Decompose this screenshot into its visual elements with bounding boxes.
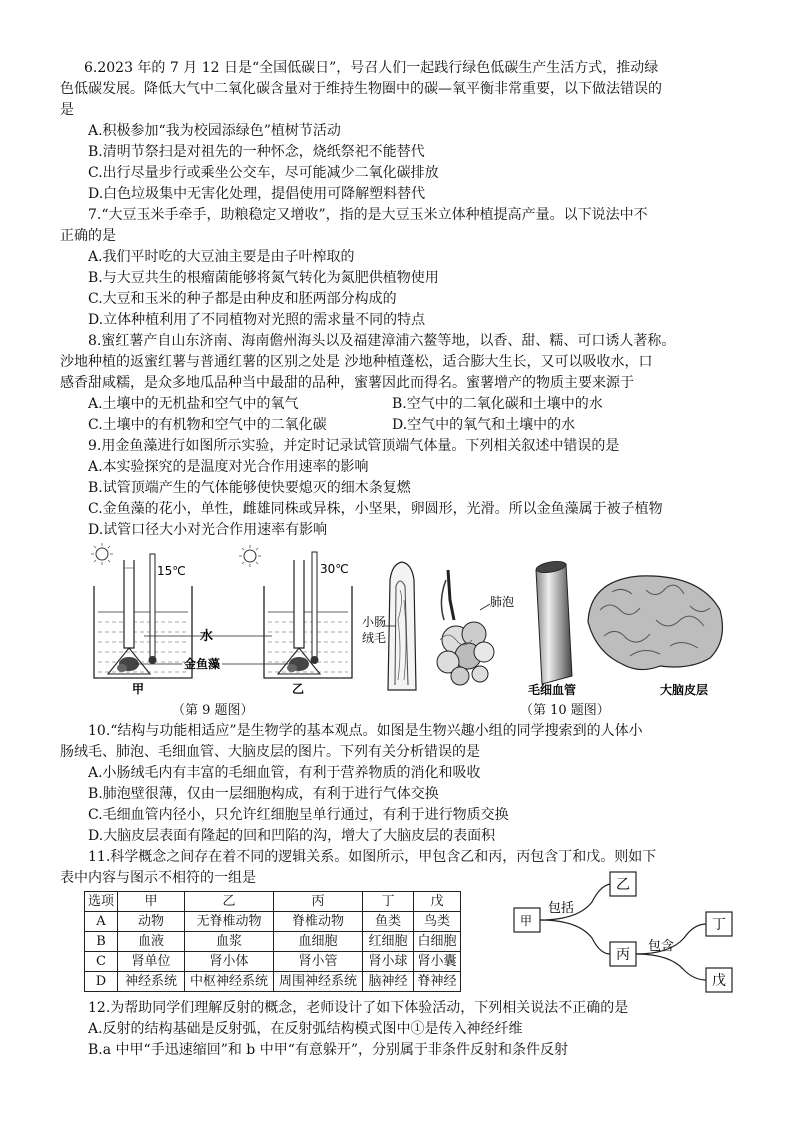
- sun-icon: [239, 545, 261, 567]
- q6-option-a: A.积极参加“我为校园添绿色”植树节活动: [88, 123, 341, 139]
- water-label: 水: [200, 629, 214, 644]
- figure-9-caption: （第 9 题图）: [172, 703, 254, 718]
- table-row: [85, 952, 461, 972]
- capillary-image: [535, 559, 572, 684]
- q9-stem: 9.用金鱼藻进行如图所示实验，并定时记录试管顶端气体量。下列相关叙述中错误的是: [88, 438, 620, 454]
- table-header-cell: 乙: [185, 892, 274, 912]
- cortex-label: 大脑皮层: [660, 683, 709, 697]
- table-header-cell: 丙: [274, 892, 363, 912]
- q7-option-b: B.与大豆共生的根瘤菌能够将氮气转化为氮肥供植物使用: [88, 270, 439, 286]
- table-cell: 脑神经: [363, 972, 414, 992]
- table-cell: 血浆: [185, 932, 274, 952]
- q10-option-a: A.小肠绒毛内有丰富的毛细血管，有利于营养物质的消化和吸收: [88, 765, 481, 781]
- plant-label: 金鱼藻: [184, 657, 221, 671]
- table-cell: A: [85, 912, 118, 932]
- q10-stem-line1: 10.“结构与功能相适应”是生物学的基本观点。如图是生物兴趣小组的同学搜索到的人体小: [88, 723, 643, 739]
- q10-option-d: D.大脑皮层表面有隆起的回和凹陷的沟，增大了大脑皮层的表面积: [88, 828, 496, 844]
- diagram-node-bing: 丙: [616, 947, 630, 963]
- q10-stem-line2: 肠绒毛、肺泡、毛细血管、大脑皮层的图片。下列有关分析错误的是: [60, 744, 480, 760]
- q7-stem-line1: 7.“大豆玉米手牵手，助粮稳定又增收”，指的是大豆玉米立体种植提高产量。以下说法中不: [88, 207, 648, 223]
- q7-stem-line2: 正确的是: [60, 228, 116, 244]
- table-cell: 动物: [118, 912, 185, 932]
- table-cell: 肾小囊: [414, 952, 461, 972]
- intestinal-villus-image: [384, 562, 416, 690]
- q9-option-b: B.试管顶端产生的气体能够使快要熄灭的细木条复燃: [88, 480, 411, 496]
- table-cell: B: [85, 932, 118, 952]
- alveoli-label: 肺泡: [490, 595, 515, 609]
- cerebral-cortex-image: [588, 576, 722, 670]
- diagram-relation-baohan: 包含: [648, 939, 675, 954]
- q12-option-a: A.反射的结构基础是反射弧，在反射弧结构模式图中①是传入神经纤维: [88, 1021, 523, 1037]
- q7-option-d: D.立体种植利用了不同植物对光照的需求量不同的特点: [88, 312, 426, 328]
- figure-10-structures: [360, 540, 760, 700]
- diagram-relation-baokuo: 包括: [548, 901, 575, 916]
- q9-option-d: D.试管口径大小对光合作用速率有影响: [88, 522, 328, 538]
- table-cell: 神经系统: [118, 972, 185, 992]
- table-cell: C: [85, 952, 118, 972]
- table-cell: 红细胞: [363, 932, 414, 952]
- q6-option-d: D.白色垃圾集中无害化处理，提倡使用可降解塑料替代: [88, 186, 426, 202]
- table-cell: 肾小体: [185, 952, 274, 972]
- q10-option-c: C.毛细血管内径小，只允许红细胞呈单行通过，有利于进行物质交换: [88, 807, 509, 823]
- diagram-node-jia: 甲: [520, 914, 533, 928]
- table-row: [85, 972, 461, 992]
- table-row: [85, 912, 461, 932]
- q11-stem-line2: 表中内容与图示不相符的一组是: [60, 870, 256, 886]
- table-header-cell: 戊: [414, 892, 461, 912]
- q11-stem-line1: 11.科学概念之间存在着不同的逻辑关系。如图所示，甲包含乙和丙，丙包含丁和戊。则如下: [88, 849, 657, 865]
- q7-option-a: A.我们平时吃的大豆油主要是由子叶榨取的: [88, 249, 355, 265]
- q8-option-c: C.土壤中的有机物和空气中的二氧化碳: [88, 417, 327, 433]
- table-header-cell: 丁: [363, 892, 414, 912]
- q8-stem-line1: 8.蜜红薯产自山东济南、海南儋州海头以及福建漳浦六鳌等地，以香、甜、糯、可口诱人著称。: [88, 333, 676, 349]
- table-cell: 脊椎动物: [274, 912, 363, 932]
- table-cell: 鱼类: [363, 912, 414, 932]
- q11-options-table: [84, 891, 461, 992]
- q6-stem-line3: 是: [60, 102, 74, 118]
- q8-option-b: B.空气中的二氧化碳和土壤中的水: [392, 396, 603, 412]
- q9-option-a: A.本实验探究的是温度对光合作用速率的影响: [88, 459, 369, 475]
- table-cell: 血细胞: [274, 932, 363, 952]
- q12-stem: 12.为帮助同学们理解反射的概念，老师设计了如下体验活动，下列相关说法不正确的是: [88, 1000, 629, 1016]
- table-header-row: [85, 892, 461, 912]
- table-cell: D: [85, 972, 118, 992]
- alveoli-image: [437, 570, 494, 685]
- table-cell: 无脊椎动物: [185, 912, 274, 932]
- q8-option-a: A.土壤中的无机盐和空气中的氧气: [88, 396, 299, 412]
- q10-option-b: B.肺泡壁很薄，仅由一层细胞构成，有利于进行气体交换: [88, 786, 439, 802]
- q11-concept-diagram: [508, 866, 748, 1000]
- table-header-cell: 甲: [118, 892, 185, 912]
- q8-option-d: D.空气中的氧气和土壤中的水: [392, 417, 576, 433]
- table-row: [85, 932, 461, 952]
- table-cell: 周围神经系统: [274, 972, 363, 992]
- sun-icon: [91, 543, 113, 565]
- table-cell: 肾小球: [363, 952, 414, 972]
- table-cell: 白细胞: [414, 932, 461, 952]
- temp-label-jia: 15℃: [157, 564, 186, 578]
- capillary-label: 毛细血管: [528, 683, 577, 697]
- table-cell: 肾单位: [118, 952, 185, 972]
- q12-option-b: B.a 中甲“手迅速缩回”和 b 中甲“有意躲开”，分别属于非条件反射和条件反射: [88, 1042, 569, 1058]
- q6-option-b: B.清明节祭扫是对祖先的一种怀念，烧纸祭祀不能替代: [88, 144, 425, 160]
- figure-9-experiment: [84, 540, 374, 718]
- q6-stem-line2: 色低碳发展。降低大气中二氧化碳含量对于维持生物圈中的碳—氧平衡非常重要，以下做法错误的: [60, 81, 662, 97]
- table-cell: 肾小管: [274, 952, 363, 972]
- table-cell: 中枢神经系统: [185, 972, 274, 992]
- temp-label-yi: 30℃: [320, 562, 349, 576]
- beaker-yi-label: 乙: [292, 682, 305, 696]
- table-header-cell: 选项: [85, 892, 118, 912]
- table-cell: 血液: [118, 932, 185, 952]
- q6-stem-line1: 6.2023 年的 7 月 12 日是“全国低碳日”，号召人们一起践行绿色低碳生产生活方式，推动绿: [84, 60, 659, 76]
- q6-option-c: C.出行尽量步行或乘坐公交车，尽可能减少二氧化碳排放: [88, 165, 439, 181]
- diagram-node-yi: 乙: [616, 877, 630, 893]
- villus-label-2: 绒毛: [362, 631, 387, 645]
- diagram-node-wu: 戊: [712, 973, 726, 989]
- q9-option-c: C.金鱼藻的花小，单性，雌雄同株或异株，小坚果，卵圆形，光滑。所以金鱼藻属于被子植物: [88, 501, 663, 517]
- diagram-node-ding: 丁: [712, 917, 726, 933]
- table-cell: 脊神经: [414, 972, 461, 992]
- villus-label-1: 小肠: [362, 615, 387, 629]
- q8-stem-line2: 沙地种植的返蜜红薯与普通红薯的区别之处是 沙地种植蓬松，适合膨大生长，又可以吸收水，口: [60, 354, 653, 370]
- figure-10-caption: （第 10 题图）: [520, 703, 610, 718]
- beaker-jia-label: 甲: [132, 682, 145, 696]
- q7-option-c: C.大豆和玉米的种子都是由种皮和胚两部分构成的: [88, 291, 397, 307]
- table-cell: 鸟类: [414, 912, 461, 932]
- q8-stem-line3: 感香甜咸糯，是众多地瓜品种当中最甜的品种，蜜薯因此而得名。蜜薯增产的物质主要来源于: [60, 375, 634, 391]
